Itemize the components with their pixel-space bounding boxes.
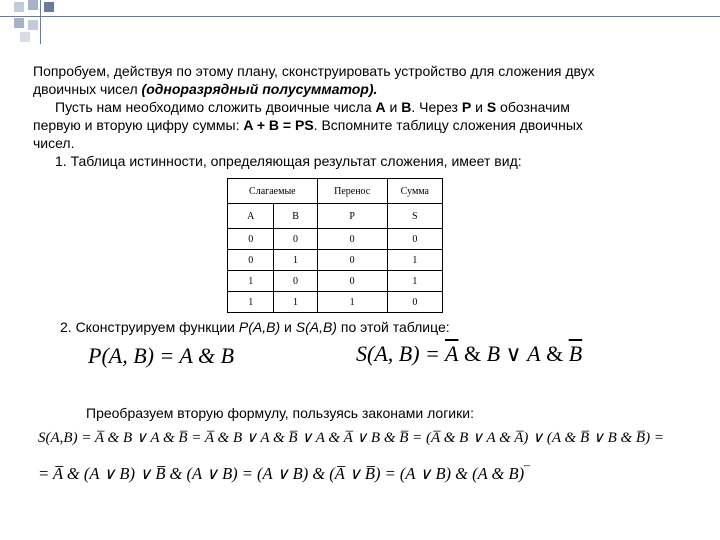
table-cell: 1 <box>387 250 442 271</box>
table-cell: 1 <box>274 250 317 271</box>
header-rule <box>0 16 720 17</box>
emphasis-text: (одноразрядный полусумматор). <box>141 81 378 97</box>
table-cell: 0 <box>228 250 274 271</box>
s-formula: S(A, $B) = \overline{A}$ & B ∨ A & $\overline{B}$ <box>356 341 583 366</box>
var-cell: S <box>387 204 442 229</box>
corner-square-icon <box>14 2 24 12</box>
header-carry: Перенос <box>317 179 387 204</box>
corner-square-icon <box>44 2 54 12</box>
table-cell: 1 <box>387 271 442 292</box>
table-cell: 1 <box>228 292 274 313</box>
long-formula-line-1: S(A,B) = A̅ & B ∨ A & B̅ = A̅ & B ∨ A & B̅ ∨ A & A̅ ∨ B & B̅ = (A̅ & B ∨ A & A̅) ∨ (A & B̅ ∨ B & B̅) = <box>38 430 664 446</box>
long-formula-line-2: = A̅ & (A ∨ B) ∨ B̅ & (A ∨ B) = (A ∨ B) & (A̅ ∨ B̅) = (A ∨ B) & (A & B)‾ <box>38 464 530 483</box>
table-row <box>228 292 443 313</box>
table-cell: 0 <box>317 271 387 292</box>
table-cell: 1 <box>274 292 317 313</box>
header-addends: Слагаемые <box>228 179 318 204</box>
table-cell: 0 <box>274 229 317 250</box>
table-cell: 0 <box>387 229 442 250</box>
transform-note: Преобразуем вторую формулу, пользуясь законами логики: <box>86 405 474 421</box>
table-row <box>228 271 443 292</box>
table-cell: 0 <box>317 250 387 271</box>
corner-square-icon <box>28 0 38 10</box>
intro-text <box>33 62 595 170</box>
intro-line-1: Попробуем, действуя по этому плану, сконструировать устройство для сложения двух <box>33 63 595 79</box>
table-cell: 0 <box>228 229 274 250</box>
intro-line-4: первую и вторую цифру суммы: A + B = PS. Вспомните таблицу сложения двоичных <box>33 117 583 133</box>
header-sum: Сумма <box>387 179 442 204</box>
header-vertical-rule <box>40 0 41 44</box>
table-row <box>228 229 443 250</box>
equation: A + B = PS <box>243 117 314 133</box>
var-cell: P <box>317 204 387 229</box>
table-cell: 0 <box>274 271 317 292</box>
intro-line-2: двоичных чисел (одноразрядный полусумматор). <box>33 81 378 97</box>
corner-square-icon <box>28 20 38 30</box>
step-1: 1. Таблица истинности, определяющая результат сложения, имеет вид: <box>55 153 522 169</box>
table-cell: 1 <box>228 271 274 292</box>
step-2: 2. Сконструируем функции P(A,B) и S(A,B) по этой таблице: <box>60 319 450 335</box>
p-formula: P(A, B) = A & B <box>88 343 235 368</box>
var-cell: A <box>228 204 274 229</box>
var-cell: B <box>274 204 317 229</box>
table-cell: 0 <box>387 292 442 313</box>
table-row <box>228 250 443 271</box>
table-cell: 1 <box>317 292 387 313</box>
intro-line-5: чисел. <box>33 135 75 151</box>
corner-square-icon <box>14 18 24 28</box>
truth-table <box>227 178 443 313</box>
corner-square-icon <box>20 32 30 42</box>
intro-line-3: Пусть нам необходимо сложить двоичные числа A и B. Через P и S обозначим <box>55 99 570 115</box>
table-cell: 0 <box>317 229 387 250</box>
